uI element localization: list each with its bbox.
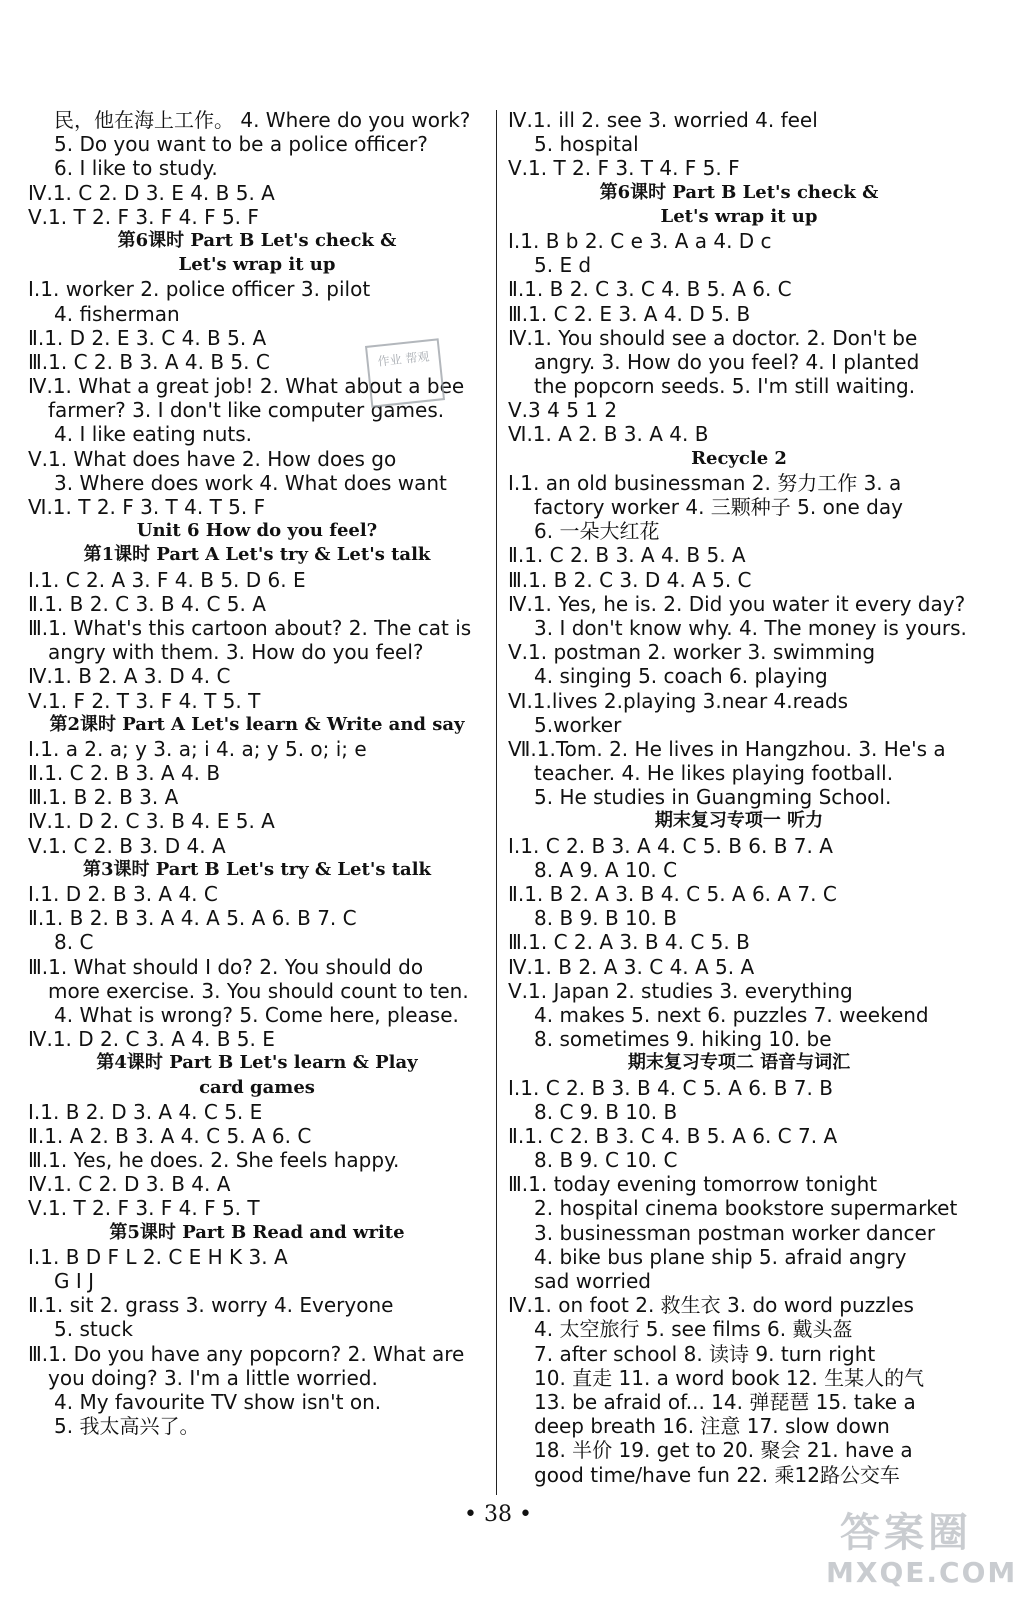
section-heading: 第5课时 Part B Read and write [109, 1221, 405, 1243]
section-heading: 期末复习专项一 听力 [654, 810, 824, 832]
answer-line: Ⅴ.1. C 2. B 3. D 4. A [28, 833, 226, 858]
answer-line: 4. singing 5. coach 6. playing [534, 664, 828, 689]
answer-line: Ⅲ.1. C 2. A 3. B 4. C 5. B [508, 930, 750, 955]
answer-line: Ⅲ.1. B 2. C 3. D 4. A 5. C [508, 567, 752, 592]
answer-line: Ⅱ.1. D 2. E 3. C 4. B 5. A [28, 325, 267, 350]
answer-line: deep breath 16. 注意 17. slow down [534, 1414, 890, 1439]
answer-line: Ⅳ.1. C 2. D 3. E 4. B 5. A [28, 180, 275, 205]
section-heading: 第6课时 Part B Let's check & [599, 181, 879, 203]
section-heading: 第4课时 Part B Let's learn & Play [96, 1052, 418, 1074]
answer-line: 8. A 9. A 10. C [534, 857, 678, 882]
answer-line: 13. be afraid of... 14. 弹琵琶 15. take a [534, 1389, 916, 1414]
answer-line: 5. E d [534, 253, 592, 278]
answer-line: Ⅲ.1. What should I do? 2. You should do [28, 954, 424, 979]
answer-line: Ⅱ.1. B 2. C 3. B 4. C 5. A [28, 591, 266, 616]
answer-line: Ⅳ.1. You should see a doctor. 2. Don't be [508, 325, 918, 350]
answer-line: 4. 太空旅行 5. see films 6. 戴头盔 [534, 1317, 853, 1342]
section-heading: Unit 6 How do you feel? [136, 520, 378, 542]
answer-line: 7. after school 8. 读诗 9. turn right [534, 1341, 876, 1366]
answer-line: Ⅰ.1. a 2. a; y 3. a; i 4. a; y 5. o; i; e [28, 736, 367, 761]
answer-line: Ⅳ.1. D 2. C 3. A 4. B 5. E [28, 1027, 275, 1052]
answer-line: Ⅵ.1. T 2. F 3. T 4. T 5. F [28, 495, 266, 519]
left-column [28, 108, 486, 1438]
answer-line: 8. B 9. C 10. C [534, 1148, 678, 1173]
answer-line: Ⅴ.1. postman 2. worker 3. swimming [508, 640, 876, 665]
answer-line: Ⅲ.1. B 2. B 3. A [28, 785, 179, 810]
answer-line: Ⅰ.1. C 2. B 3. B 4. C 5. A 6. B 7. B [508, 1075, 833, 1100]
answer-line: Ⅳ.1. Yes, he is. 2. Did you water it every day? [508, 591, 966, 616]
answer-line: Ⅲ.1. today evening tomorrow tonight [508, 1172, 878, 1197]
answer-line: 4. makes 5. next 6. puzzles 7. weekend [534, 1002, 929, 1027]
answer-line: Ⅱ.1. B 2. C 3. C 4. B 5. A 6. C [508, 277, 792, 302]
answer-line: 8. sometimes 9. hiking 10. be [534, 1027, 832, 1052]
answer-line: Ⅳ.1. What a great job! 2. What about a bee [28, 374, 465, 399]
answer-line: 5. Do you want to be a police officer? [54, 132, 428, 157]
answer-line: 3. businessman postman worker dancer [534, 1220, 936, 1245]
answer-line: Ⅴ.1. T 2. F 3. F 4. F 5. T [28, 1196, 260, 1221]
answer-line: Ⅲ.1. What's this cartoon about? 2. The cat is [28, 615, 472, 640]
section-heading: 第3课时 Part B Let's try & Let's talk [82, 858, 432, 880]
answer-line: Ⅱ.1. A 2. B 3. A 4. C 5. A 6. C [28, 1123, 312, 1148]
answer-line: 6. 一朵大红花 [534, 519, 660, 544]
section-heading: Let's wrap it up [178, 254, 336, 276]
answer-line: 5. He studies in Guangming School. [534, 785, 892, 810]
answer-line: 4. What is wrong? 5. Come here, please. [54, 1002, 459, 1027]
answer-line: teacher. 4. He likes playing football. [534, 761, 894, 786]
answer-line: 5. hospital [534, 132, 639, 157]
answer-line: good time/have fun 22. 乘12路公交车 [534, 1462, 900, 1487]
column-divider [496, 110, 497, 1495]
answer-line: 民，他在海上工作。 4. Where do you work? [54, 108, 471, 132]
answer-line: 4. bike bus plane ship 5. afraid angry [534, 1244, 907, 1269]
answer-line: Ⅰ.1. C 2. A 3. F 4. B 5. D 6. E [28, 567, 306, 592]
answer-line: farmer? 3. I don't like computer games. [48, 398, 445, 423]
answer-line: the popcorn seeds. 5. I'm still waiting. [534, 374, 916, 399]
answer-line: Ⅱ.1. C 2. B 3. A 4. B [28, 761, 221, 786]
section-heading: 第1课时 Part A Let's try & Let's talk [83, 544, 431, 566]
section-heading: 第6课时 Part B Let's check & [117, 229, 397, 251]
answer-line: Ⅴ.1. F 2. T 3. F 4. T 5. T [28, 688, 261, 713]
answer-line: 8. C [54, 930, 94, 955]
answer-line: 5. 我太高兴了。 [54, 1414, 200, 1439]
answer-line: sad worried [534, 1269, 651, 1293]
answer-line: Ⅴ.3 4 5 1 2 [508, 398, 618, 423]
answer-line: Ⅰ.1. B 2. D 3. A 4. C 5. E [28, 1099, 263, 1124]
answer-line: you doing? 3. I'm a little worried. [48, 1365, 378, 1390]
answer-line: Ⅲ.1. Yes, he does. 2. She feels happy. [28, 1148, 400, 1173]
answer-line: more exercise. 3. You should count to ten. [48, 978, 469, 1003]
answer-line: Ⅵ.1. A 2. B 3. A 4. B [508, 422, 709, 447]
answer-line: 8. B 9. B 10. B [534, 906, 677, 931]
answer-line: Ⅳ.1. B 2. A 3. C 4. A 5. A [508, 954, 755, 979]
answer-line: Ⅲ.1. C 2. E 3. A 4. D 5. B [508, 301, 751, 326]
answer-line: 2. hospital cinema bookstore supermarket [534, 1196, 958, 1221]
answer-line: Ⅳ.1. ill 2. see 3. worried 4. feel [508, 108, 818, 132]
answer-line: Ⅳ.1. on foot 2. 救生衣 3. do word puzzles [508, 1293, 914, 1318]
answer-line: Ⅴ.1. Japan 2. studies 3. everything [508, 978, 853, 1003]
answer-line: Ⅰ.1. D 2. B 3. A 4. C [28, 882, 218, 906]
answer-line: 4. fisherman [54, 301, 180, 326]
answer-line: G I J [54, 1269, 95, 1293]
answer-line: Ⅰ.1. B b 2. C e 3. A a 4. D c [508, 228, 772, 253]
watermark-bottom: MXQE.COM [826, 1556, 1017, 1589]
answer-line: Ⅱ.1. B 2. B 3. A 4. A 5. A 6. B 7. C [28, 906, 357, 931]
section-heading: card games [199, 1076, 315, 1098]
answer-line: Ⅶ.1.Tom. 2. He lives in Hangzhou. 3. He's a [508, 736, 946, 761]
answer-line: 3. Where does work 4. What does want [54, 470, 447, 495]
answer-line: Ⅵ.1.lives 2.playing 3.near 4.reads [508, 688, 849, 713]
answer-line: Ⅳ.1. C 2. D 3. B 4. A [28, 1172, 231, 1197]
section-heading: 期末复习专项二 语音与词汇 [627, 1052, 851, 1074]
answer-line: 18. 半价 19. get to 20. 聚会 21. have a [534, 1438, 913, 1463]
answer-line: Ⅴ.1. T 2. F 3. F 4. F 5. F [28, 204, 259, 229]
watermark-logo [826, 1508, 1017, 1592]
answer-line: Ⅰ.1. B D F L 2. C E H K 3. A [28, 1244, 288, 1269]
answer-line: 6. I like to study. [54, 156, 218, 181]
section-heading: 第2课时 Part A Let's learn & Write and say [49, 713, 465, 735]
answer-line: Ⅳ.1. D 2. C 3. B 4. E 5. A [28, 809, 275, 834]
answer-line: Ⅰ.1. C 2. B 3. A 4. C 5. B 6. B 7. A [508, 833, 833, 858]
answer-line: 8. C 9. B 10. B [534, 1099, 678, 1124]
answer-line: Ⅳ.1. B 2. A 3. D 4. C [28, 664, 231, 689]
answer-line: angry. 3. How do you feel? 4. I planted [534, 349, 920, 374]
answer-line: 4. My favourite TV show isn't on. [54, 1389, 382, 1414]
answer-line: Ⅴ.1. T 2. F 3. T 4. F 5. F [508, 156, 740, 181]
stamp-text: 作业 帮观 [377, 349, 431, 369]
stamp-logo [365, 338, 445, 407]
answer-line: Ⅲ.1. C 2. B 3. A 4. B 5. C [28, 349, 270, 374]
answer-line: Ⅱ.1. C 2. B 3. C 4. B 5. A 6. C 7. A [508, 1123, 838, 1148]
answer-line: 10. 直走 11. a word book 12. 生某人的气 [534, 1365, 925, 1390]
answer-line: 4. I like eating nuts. [54, 422, 252, 447]
answer-line: factory worker 4. 三颗种子 5. one day [534, 495, 903, 519]
answer-line: Ⅲ.1. Do you have any popcorn? 2. What are [28, 1341, 465, 1366]
answer-line: angry with them. 3. How do you feel? [48, 640, 424, 665]
answer-line: Ⅰ.1. worker 2. police officer 3. pilot [28, 277, 371, 302]
answer-line: Ⅱ.1. B 2. A 3. B 4. C 5. A 6. A 7. C [508, 882, 837, 906]
right-column [508, 108, 970, 1487]
answer-line: Ⅱ.1. sit 2. grass 3. worry 4. Everyone [28, 1293, 394, 1318]
section-heading: Let's wrap it up [660, 205, 818, 227]
answer-line: 3. I don't know why. 4. The money is yours. [534, 615, 967, 640]
watermark-top: 答案圈 [840, 1510, 972, 1556]
answer-line: 5.worker [534, 712, 622, 737]
answer-line: Ⅰ.1. an old businessman 2. 努力工作 3. a [508, 470, 902, 495]
answer-line: 5. stuck [54, 1317, 133, 1342]
answer-line: Ⅴ.1. What does have 2. How does go [28, 446, 397, 471]
page-number: • 38 • [464, 1502, 532, 1527]
answer-line: Ⅱ.1. C 2. B 3. A 4. B 5. A [508, 543, 746, 568]
section-heading: Recycle 2 [691, 447, 787, 469]
